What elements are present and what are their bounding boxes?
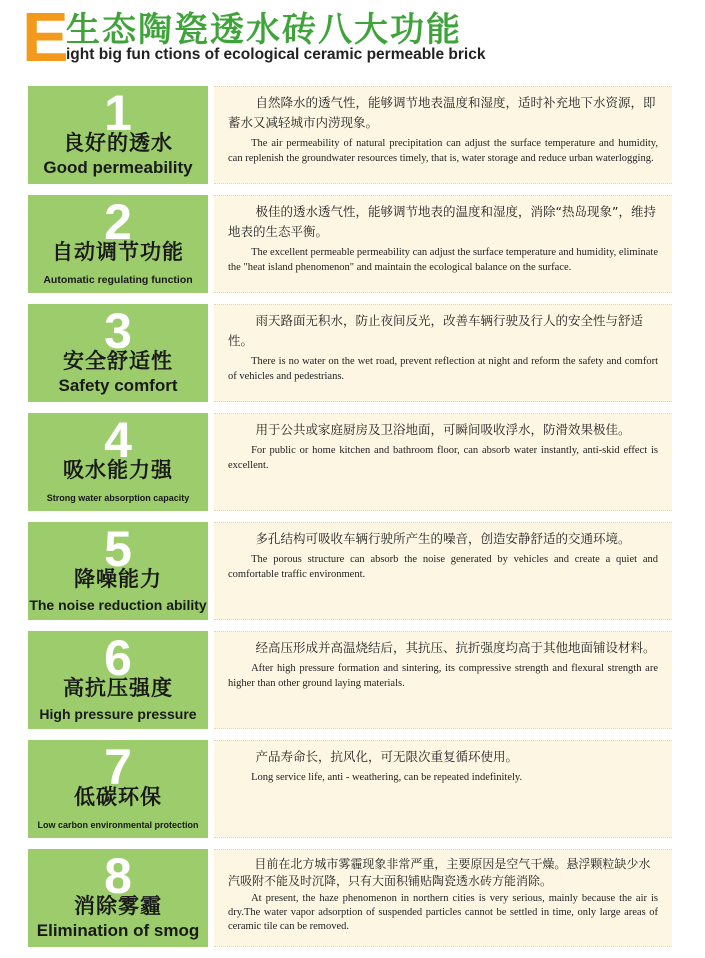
feature-row-7 <box>28 740 672 838</box>
feature-number: 4 <box>104 413 132 468</box>
feature-name-english: Elimination of smog <box>36 921 200 940</box>
page-title-chinese: 生态陶瓷透水砖八大功能 <box>66 10 462 50</box>
feature-row-5 <box>28 522 672 620</box>
feature-label-panel <box>28 849 208 947</box>
feature-name-english: Low carbon environmental protection <box>37 820 199 830</box>
feature-description-chinese: 自然降水的透气性，能够调节地表温度和湿度，适时补充地下水资源，即蓄水又减轻城市内涝现象。 <box>228 95 656 130</box>
feature-name-english: Strong water absorption capacity <box>46 493 190 503</box>
feature-label-panel <box>28 413 208 511</box>
feature-description-panel <box>214 631 672 729</box>
feature-description-chinese: 极佳的透水透气性，能够调节地表的温度和湿度，消除“热岛现象”，维持地表的生态平衡。 <box>228 204 656 239</box>
feature-list <box>28 86 672 958</box>
feature-name-english: The noise reduction ability <box>29 597 207 613</box>
feature-description-panel <box>214 413 672 511</box>
feature-name-chinese: 吸水能力强 <box>63 458 173 482</box>
feature-description-panel <box>214 522 672 620</box>
feature-description-chinese: 雨天路面无积水，防止夜间反光，改善车辆行驶及行人的安全性与舒适性。 <box>228 313 644 348</box>
feature-row-1 <box>28 86 672 184</box>
feature-description-english: At present, the haze phenomenon in northern cities is very serious, mainly because the air is dry.The water vapor adsorption of suspended particles cannot be settled in time, only large areas of ceramic tile can be removed. <box>228 893 658 932</box>
feature-name-english: High pressure pressure <box>39 706 197 722</box>
feature-description-panel <box>214 740 672 838</box>
feature-row-4 <box>28 413 672 511</box>
feature-name-english: Automatic regulating function <box>43 274 193 286</box>
feature-description-english: The excellent permeable permeability can adjust the surface temperature and humidity, eliminate the "heat island phenomenon" and maintain the ecological balance on the surface. <box>228 247 658 273</box>
feature-description-english: The air permeability of natural precipitation can adjust the surface temperature and humidity, can replenish the groundwater resources timely, that is, water storage and reduce urban waterlogging. <box>228 138 658 164</box>
feature-label-panel <box>28 631 208 729</box>
feature-description-chinese: 用于公共或家庭厨房及卫浴地面，可瞬间吸收浮水，防滑效果极佳。 <box>255 422 631 437</box>
feature-label-panel <box>28 304 208 402</box>
feature-row-2 <box>28 195 672 293</box>
feature-description-panel <box>214 849 672 947</box>
title-initial-letter: E <box>22 0 69 76</box>
feature-name-english: Good permeability <box>43 158 193 177</box>
feature-description-english: After high pressure formation and sintering, its compressive strength and flexural strength are higher than other ground laying materials. <box>228 663 658 689</box>
feature-number: 7 <box>104 740 132 795</box>
page-header <box>0 0 705 80</box>
feature-label-panel <box>28 740 208 838</box>
feature-description-chinese: 经高压形成并高温烧结后，其抗压、抗折强度均高于其他地面铺设材料。 <box>255 640 656 655</box>
feature-number: 5 <box>104 522 132 577</box>
feature-row-8 <box>28 849 672 947</box>
feature-name-chinese: 消除雾霾 <box>74 894 162 918</box>
feature-description-chinese: 多孔结构可吸收车辆行驶所产生的噪音，创造安静舒适的交通环境。 <box>255 531 631 546</box>
feature-label-panel <box>28 195 208 293</box>
feature-description-chinese: 目前在北方城市雾霾现象非常严重，主要原因是空气干燥。悬浮颗粒缺少水汽吸附不能及时沉降，只有大面积铺贴陶瓷透水砖方能消除。 <box>228 857 651 888</box>
feature-description-english: For public or home kitchen and bathroom floor, can absorb water instantly, anti-skid effect is excellent. <box>228 445 658 471</box>
feature-label-panel <box>28 522 208 620</box>
feature-description-english: The porous structure can absorb the noise generated by vehicles and create a quiet and comfortable traffic environment. <box>228 554 658 580</box>
feature-description-english: There is no water on the wet road, prevent reflection at night and reform the safety and comfort of vehicles and pedestrians. <box>228 356 658 382</box>
feature-number: 6 <box>104 631 132 686</box>
feature-label-panel <box>28 86 208 184</box>
feature-row-3 <box>28 304 672 402</box>
feature-number: 8 <box>104 849 132 904</box>
feature-description-chinese: 产品寿命长，抗风化，可无限次重复循环使用。 <box>255 749 519 764</box>
feature-number: 1 <box>104 86 132 141</box>
feature-description-panel <box>214 195 672 293</box>
feature-number: 2 <box>104 195 132 250</box>
feature-name-chinese: 安全舒适性 <box>63 349 173 373</box>
feature-description-panel <box>214 304 672 402</box>
feature-name-english: Safety comfort <box>58 376 178 395</box>
feature-row-6 <box>28 631 672 729</box>
feature-name-chinese: 低碳环保 <box>74 785 162 809</box>
feature-name-chinese: 高抗压强度 <box>63 676 173 700</box>
feature-description-english: Long service life, anti - weathering, can be repeated indefinitely. <box>251 772 523 783</box>
feature-description-panel <box>214 86 672 184</box>
feature-name-chinese: 自动调节功能 <box>52 240 184 264</box>
page-title-english: ight big fun ctions of ecological ceramic permeable brick <box>66 46 486 63</box>
feature-name-chinese: 降噪能力 <box>74 567 162 591</box>
feature-name-chinese: 良好的透水 <box>63 131 173 155</box>
feature-number: 3 <box>104 304 132 359</box>
